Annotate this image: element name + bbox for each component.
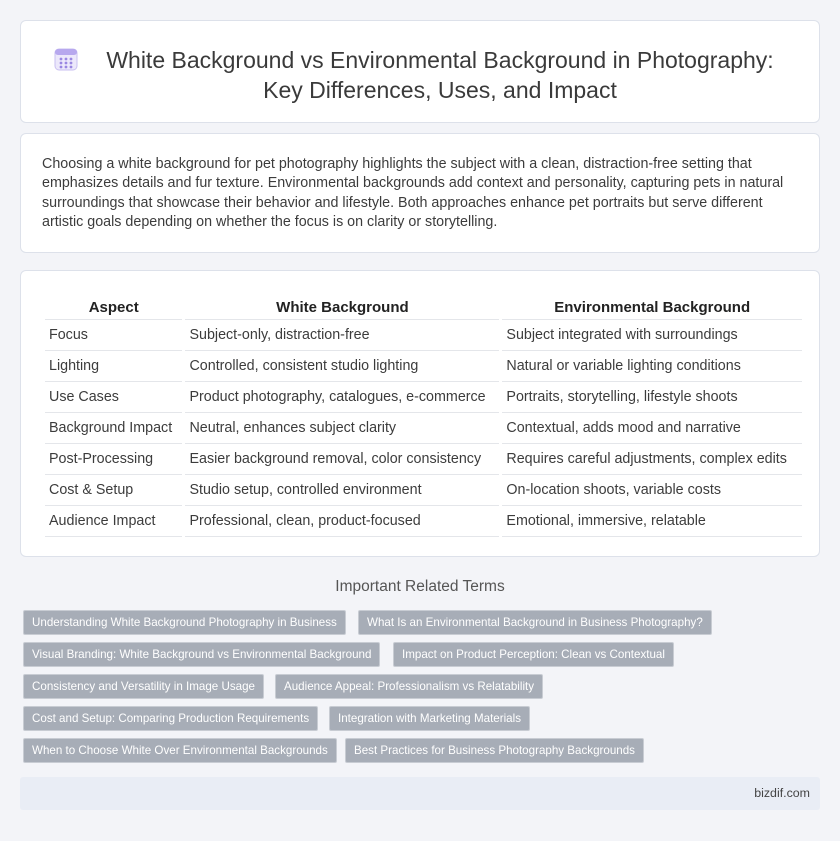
table-cell: Controlled, consistent studio lighting — [185, 351, 499, 382]
table-cell: On-location shoots, variable costs — [502, 475, 802, 506]
related-term-tag[interactable]: Audience Appeal: Professionalism vs Relatability — [275, 674, 543, 699]
column-header: Aspect — [45, 296, 182, 320]
table-row — [45, 475, 802, 506]
related-term-tag[interactable]: What Is an Environmental Background in Business Photography? — [358, 610, 712, 635]
related-term-tag[interactable]: Integration with Marketing Materials — [329, 706, 530, 731]
site-name[interactable]: bizdif.com — [754, 786, 810, 800]
table-row — [45, 351, 802, 382]
intro-paragraph: Choosing a white background for pet photography highlights the subject with a clean, distraction-free setting that emphasizes details and fur texture. Environmental backgrounds add context and personality, capturing pets in natural surroundings that showcase their behavior and lifestyle. Both approaches enhance pet portraits but serve different artistic goals depending on whether the focus is on clarity or storytelling. — [42, 156, 784, 230]
table-row — [45, 320, 802, 351]
footer-bar — [20, 777, 820, 810]
table-row — [45, 382, 802, 413]
related-term-tag[interactable]: Best Practices for Business Photography Backgrounds — [345, 738, 644, 763]
related-term-tag[interactable]: Impact on Product Perception: Clean vs Contextual — [393, 642, 674, 667]
title-card — [20, 20, 820, 123]
table-row — [45, 413, 802, 444]
related-term-tag[interactable]: When to Choose White Over Environmental Backgrounds — [23, 738, 337, 763]
intro-card — [20, 133, 820, 253]
related-term-tag[interactable]: Understanding White Background Photography in Business — [23, 610, 346, 635]
table-cell: Background Impact — [45, 413, 182, 444]
table-cell: Natural or variable lighting conditions — [502, 351, 802, 382]
comparison-card — [20, 270, 820, 557]
table-cell: Studio setup, controlled environment — [185, 475, 499, 506]
table-cell: Subject integrated with surroundings — [502, 320, 802, 351]
table-cell: Professional, clean, product-focused — [185, 506, 499, 537]
table-cell: Emotional, immersive, relatable — [502, 506, 802, 537]
table-cell: Lighting — [45, 351, 182, 382]
comparison-table — [42, 296, 805, 537]
table-cell: Portraits, storytelling, lifestyle shoots — [502, 382, 802, 413]
related-term-tag[interactable]: Cost and Setup: Comparing Production Requirements — [23, 706, 318, 731]
table-cell: Contextual, adds mood and narrative — [502, 413, 802, 444]
page-title — [21, 45, 819, 105]
table-header-row — [45, 296, 802, 320]
table-row — [45, 444, 802, 475]
table-cell: Cost & Setup — [45, 475, 182, 506]
column-header: Environmental Background — [502, 296, 802, 320]
table-cell: Neutral, enhances subject clarity — [185, 413, 499, 444]
related-term-tag[interactable]: Visual Branding: White Background vs Environmental Background — [23, 642, 380, 667]
table-cell: Requires careful adjustments, complex edits — [502, 444, 802, 475]
table-cell: Post-Processing — [45, 444, 182, 475]
table-cell: Easier background removal, color consistency — [185, 444, 499, 475]
related-terms-heading: Important Related Terms — [335, 578, 505, 595]
page-title-line1: White Background vs Environmental Background in Photography: — [106, 47, 774, 73]
table-cell: Focus — [45, 320, 182, 351]
related-term-tag[interactable]: Consistency and Versatility in Image Usage — [23, 674, 264, 699]
column-header: White Background — [185, 296, 499, 320]
table-row — [45, 506, 802, 537]
table-cell: Audience Impact — [45, 506, 182, 537]
table-cell: Use Cases — [45, 382, 182, 413]
table-cell: Subject-only, distraction-free — [185, 320, 499, 351]
table-cell: Product photography, catalogues, e-commerce — [185, 382, 499, 413]
page-title-line2: Key Differences, Uses, and Impact — [263, 77, 617, 103]
